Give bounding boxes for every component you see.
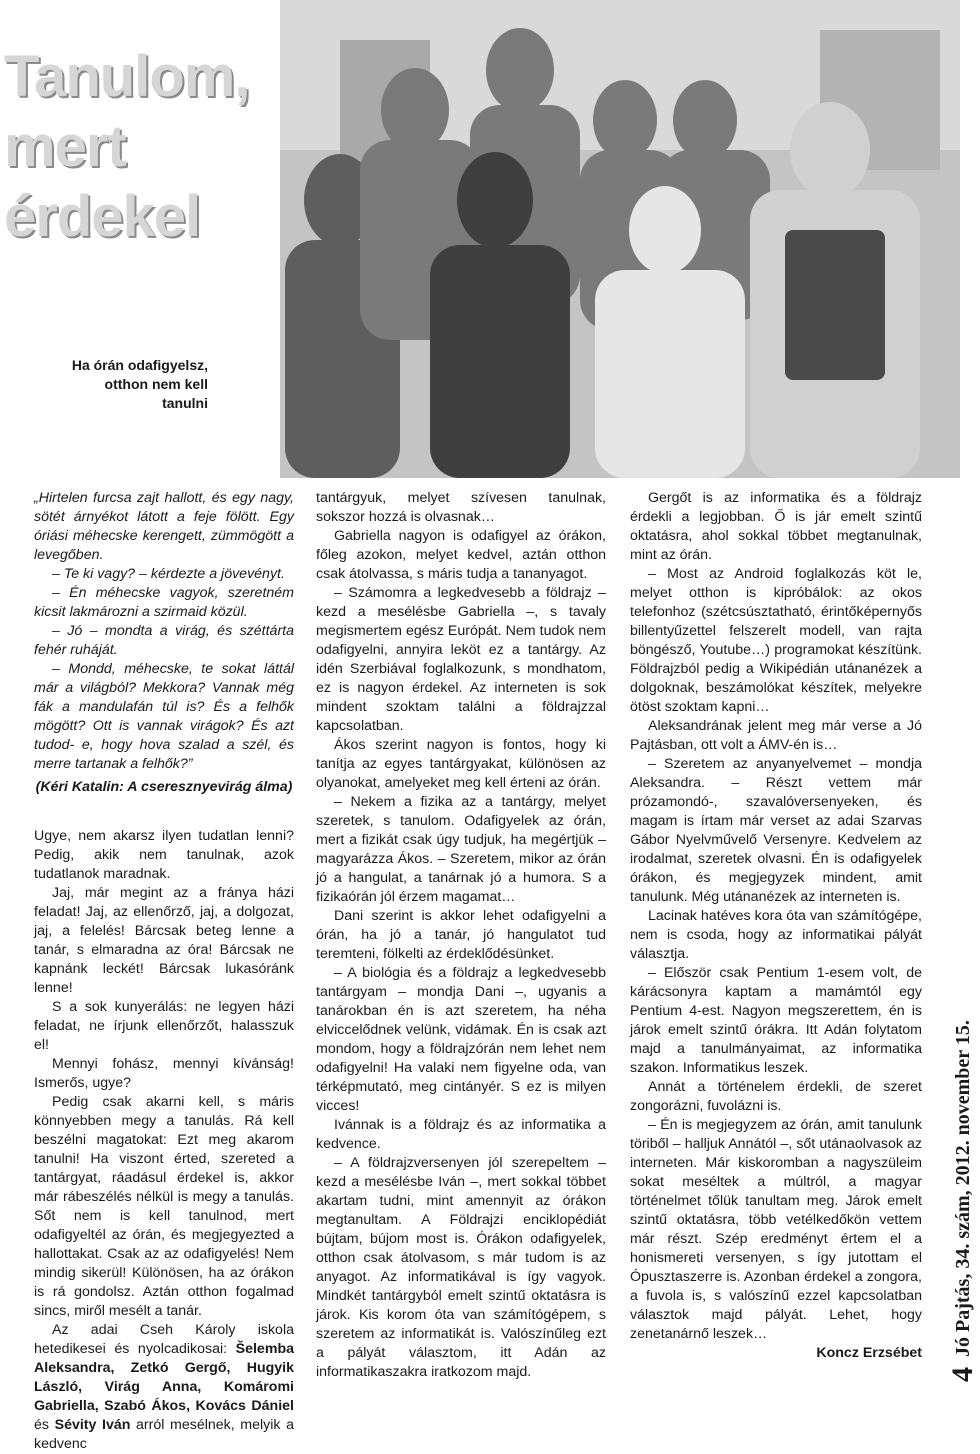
poem-line: – Te ki vagy? – kérdezte a jövevényt. [52,566,285,582]
student-names: Šelemba Aleksandra, Zetkó Gergő, Hugyik László, Virág Anna, Komáromi Gabriella, Szabó Ákos, Kovács Dániel [34,1341,294,1414]
author-signature: Koncz Erzsébet [816,1345,922,1361]
paragraph: – Szeretem az anyanyelvemet – mondja Aleksandra. – Részt vettem már prózamondó-, szavalóversenyeken, és magam is írtam már verset az adai Szarvas Gábor Nyelvművelő Versenyre. Kedvelem az irodalmat, szeretek olvasni. Én is odafigyelek órákon, és megjegyzek mindent, amit tanulunk. Még utánanézek az interneten is. [630,756,922,905]
paragraph: tantárgyuk, melyet szívesen tanulnak, sokszor hozzá is olvasnak… [316,490,606,525]
masthead: Jó Pajtás, 34. szám, 2012. november 15. [951,1020,974,1357]
page-number: 4 [946,1367,979,1382]
page-footer-vertical [946,1020,980,1382]
paragraph: – Számomra a legkedvesebb a földrajz – kezd a mesélésbe Gabriella –, s tavaly megismertem egész Európát. Nem tudok nem odafigyelni, annyira leköt ez a tantárgy. Az idén Szerbiával foglalkozunk, s mondhatom, ez is nagyon érdekel. Az interneten is sok mindent szoktam találni a földrajzzal kapcsolatban. [316,585,606,734]
poem-line: „Hirtelen furcsa zajt hallott, és egy nagy, sötét árnyékot látott a feje fölött. Egy óriási méhecske kerengett, zümmögött a levegőben. [34,490,294,563]
poem-line: – Mondd, méhecske, te sokat láttál már a világból? Mekkora? Vannak még fák a mandulafán túl is? És a felhők mögött? Ott is vannak virágok? És azt tudod- e, hogy hova szalad a szél, és merre tartanak a felhők?” [34,661,294,772]
paragraph: – Először csak Pentium 1-esem volt, de kárácsonyra kaptam a mamámtól egy Pentium 4-est. Nagyon megszerettem, én is járok emelt szintű órákra. Itt Adán folytatom majd a tanulmányaimat, az informatika szakon. Informatikus leszek. [630,965,922,1076]
paragraph: Mennyi fohász, mennyi kívánság! Ismerős, ugye? [34,1056,294,1091]
paragraph: – Én is megjegyzem az órán, amit tanulunk töriből – halljuk Annától –, sőt utánaolvasok az interneten. Már kiskoromban a nagyszüleim sokat meséltek a múltról, a magyar történelmet tőlük tanultam meg. Járok emelt szintű oktatásra, több vetélkedőkön vettem már részt. Szép eredményt értem el a honismereti versenyen, s így jutottam el Ópusztaszerre is. Azonban érdekel a zongora, a fuvola is, s valószínű ezzel kapcsolatban választok majd pályát. Lehet, hogy zenetanárnő leszek… [630,1117,922,1342]
headline-line-3: érdekel [4,184,201,249]
column-2 [316,489,606,1382]
headline-line-2: mert [4,114,126,179]
paragraph: Annát a történelem érdekli, de szeret zongorázni, fuvolázni is. [630,1079,922,1114]
paragraph: Ákos szerint nagyon is fontos, hogy ki tanítja az egyes tantárgyakat, különösen az olyanokat, amelyeket meg kell érteni az órán. [316,737,606,791]
students-tail: arról mesélnek, melyik a kedvenc [34,1417,294,1452]
poem-citation: (Kéri Katalin: A cseresznyevirág álma) [35,779,293,795]
paragraph: – Nekem a fizika az a tantárgy, melyet szeretek, s tanulom. Odafigyelek az órán, mert a fizikát csak úgy tudjuk, ha megértjük – magyarázza Ákos. – Szeretem, mikor az órán jó a hangulat, a tanárnak jó a humora. S a fizikaórán jól érzem magamat… [316,794,606,905]
paragraph: Pedig csak akarni kell, s máris könnyebben megy a tanulás. Rá kell beszélni magatokat: Ezt meg akarom tanulni! Ha viszont érted, szereted a tantárgyat, ráadásul érdekel is, akkor már rábeszélés nélkül is megy a tanulás. Sőt nem is kell tanulnod, mert odafigyeltél az órán, és megjegyezted a hallottakat. Csak az az odafigyelés! Nem mindig sikerül! Különösen, ha az órákon is rá gondolsz. Aztán otthon fogalmad sincs, miről mesélt a tanár. [34,1094,294,1319]
paragraph-students [34,1321,294,1454]
headline [4,42,304,252]
paragraph: S a sok kunyerálás: ne legyen házi feladat, ne írjunk ellenőrzőt, halasszuk el! [34,999,294,1053]
paragraph: – A biológia és a földrajz a legkedvesebb tantárgyam – mondja Dani –, ugyanis a tanárokban én is azt szeretem, ha néha elviccelődnek velünk, vidámak. Én is csak azt mondom, hogy a földrajzórán nem lehet nem odafigyelni! Ha valaki nem figyelne oda, van térképmutató, meg cintányér. S ez is milyen vicces! [316,965,606,1114]
column-3 [630,489,922,1363]
column-1 [34,489,294,1454]
group-photo [280,0,960,478]
headline-line-1: Tanulom, [4,44,250,109]
paragraph: – Most az Android foglalkozás köt le, melyet otthon is kipróbálok: az okos telefonhoz (szétcsúsztatható, érintőképernyős billentyűzettel felszerelt modell, van rajta böngésző, Youtube…) programokat készítünk. Földrajzból pedig a Wikipédián utánanézek a dolgoknak, beszámolókat készítek, melyekre ötöst szoktam kapni… [630,566,922,715]
student-name-last: Sévity Iván [54,1417,131,1433]
paragraph: Aleksandrának jelent meg már verse a Jó Pajtásban, ott volt a ÁMV-én is… [630,718,922,753]
paragraph: Gabriella nagyon is odafigyel az órákon, főleg azokon, melyet kedvel, aztán otthon csak átolvassa, s máris tudja a tananyagot. [316,528,606,582]
students-and: és [34,1417,55,1433]
paragraph: Dani szerint is akkor lehet odafigyelni a órán, ha jó a tanár, jó hangulatot tud teremteni, fölkelti az érdeklődésünket. [316,908,606,962]
paragraph: Ivánnak is a földrajz és az informatika a kedvence. [316,1117,606,1152]
paragraph: Ugye, nem akarsz ilyen tudatlan lenni? Pedig, akik nem tanulnak, azok tudatlanok maradnak. [34,828,294,882]
poem-line: – Jó – mondta a virág, és széttárta fehér ruháját. [34,623,294,658]
poem-line: – Én méhecske vagyok, szeretném kicsit lakmározni a szirmaid közül. [34,585,294,620]
paragraph: Jaj, már megint az a fránya házi feladat! Jaj, az ellenőrző, jaj, a dolgozat, jaj, a felelés! Bárcsak beteg lenne a tanár, s elmaradna az óra! Bárcsak ne kapnánk leckét! Bárcsak lukasóránk lenne! [34,885,294,996]
students-intro: Az adai Cseh Károly iskola hetedikesei és nyolcadikosai: [34,1322,294,1357]
paragraph: Lacinak hatéves kora óta van számítógépe, nem is csoda, hogy az informatikai pályát választja. [630,908,922,962]
paragraph: – A földrajzversenyen jól szerepeltem – kezd a mesélésbe Iván –, mert sokkal többet akartam tudni, mint amennyit az órákon megtanultam. A Földrajzi enciklopédiát bújtam, bújom most is. Órákon odafigyelek, otthon csak átolvasom, s már tudom is az anyagot. Az informatikával is így vagyok. Mindkét tantárgyból emelt szintű oktatásra is járok. Kis korom óta van számítógépem, s szeretem az informatikát is. Valószínűleg ezt a pályát választom, itt Adán az informatikaszakra iratkozom majd. [316,1155,606,1380]
pull-quote: Ha órán odafigyelsz, otthon nem kell tanulni [71,357,208,411]
paragraph: Gergőt is az informatika és a földrajz érdekli a legjobban. Ő is jár emelt szintű oktatásra, ahol sokkal többet megtanulnak, mint az órán. [630,490,922,563]
